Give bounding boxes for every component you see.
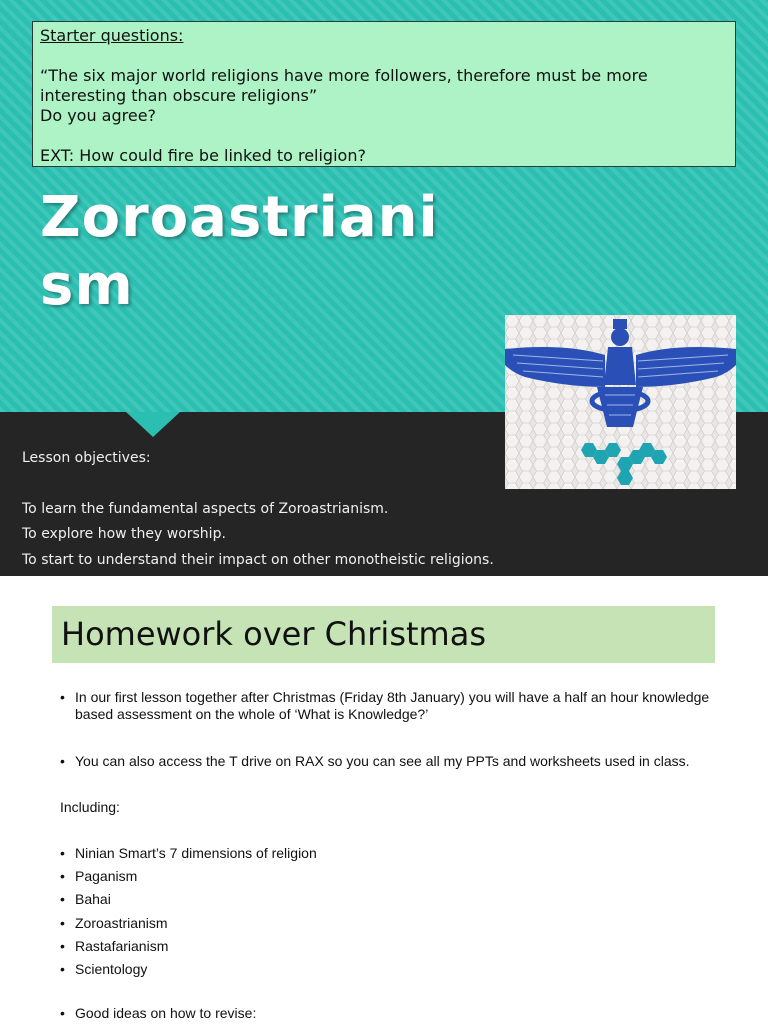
list-item: • Bahai (60, 888, 720, 911)
list-item: • Paganism (60, 865, 720, 888)
topics-list (60, 842, 720, 981)
homework-bullet-assessment: • In our first lesson together after Christmas (Friday 8th January) you will have a half an hour knowledge based assessment on the whole of ‘What is Knowledge?’ (60, 689, 720, 723)
slide-title-line-2: sm (40, 253, 134, 318)
homework-body (60, 689, 720, 1022)
objective-item: To learn the fundamental aspects of Zoroastrianism. (22, 500, 389, 517)
starter-questions-box (32, 21, 736, 167)
homework-title: Homework over Christmas (52, 606, 715, 663)
starter-quote: “The six major world religions have more followers, therefore must be more interesting than obscure religions” (40, 66, 648, 105)
homework-bullet-revise: • Good ideas on how to revise: (60, 1005, 720, 1022)
lesson-objectives (22, 446, 622, 573)
band-pointer (126, 412, 180, 437)
list-item: • Ninian Smart’s 7 dimensions of religion (60, 842, 720, 865)
starter-ext: EXT: How could fire be linked to religion? (40, 146, 366, 165)
including-label: Including: (60, 799, 120, 815)
starter-heading: Starter questions: (40, 26, 184, 45)
objectives-heading: Lesson objectives: (22, 450, 151, 466)
homework-bullet-t-drive: • You can also access the T drive on RAX so you can see all my PPTs and worksheets used in class. (60, 753, 720, 770)
list-item: • Zoroastrianism (60, 912, 720, 935)
slide-title-line-1: Zoroastriani (40, 185, 439, 250)
starter-question: Do you agree? (40, 106, 157, 125)
list-item: • Scientology (60, 958, 720, 981)
list-item: • Rastafarianism (60, 935, 720, 958)
objective-item: To explore how they worship. (22, 526, 226, 542)
slide-homework (0, 576, 768, 1024)
slide-title (40, 184, 460, 320)
objective-item: To start to understand their impact on other monotheistic religions. (22, 551, 494, 568)
